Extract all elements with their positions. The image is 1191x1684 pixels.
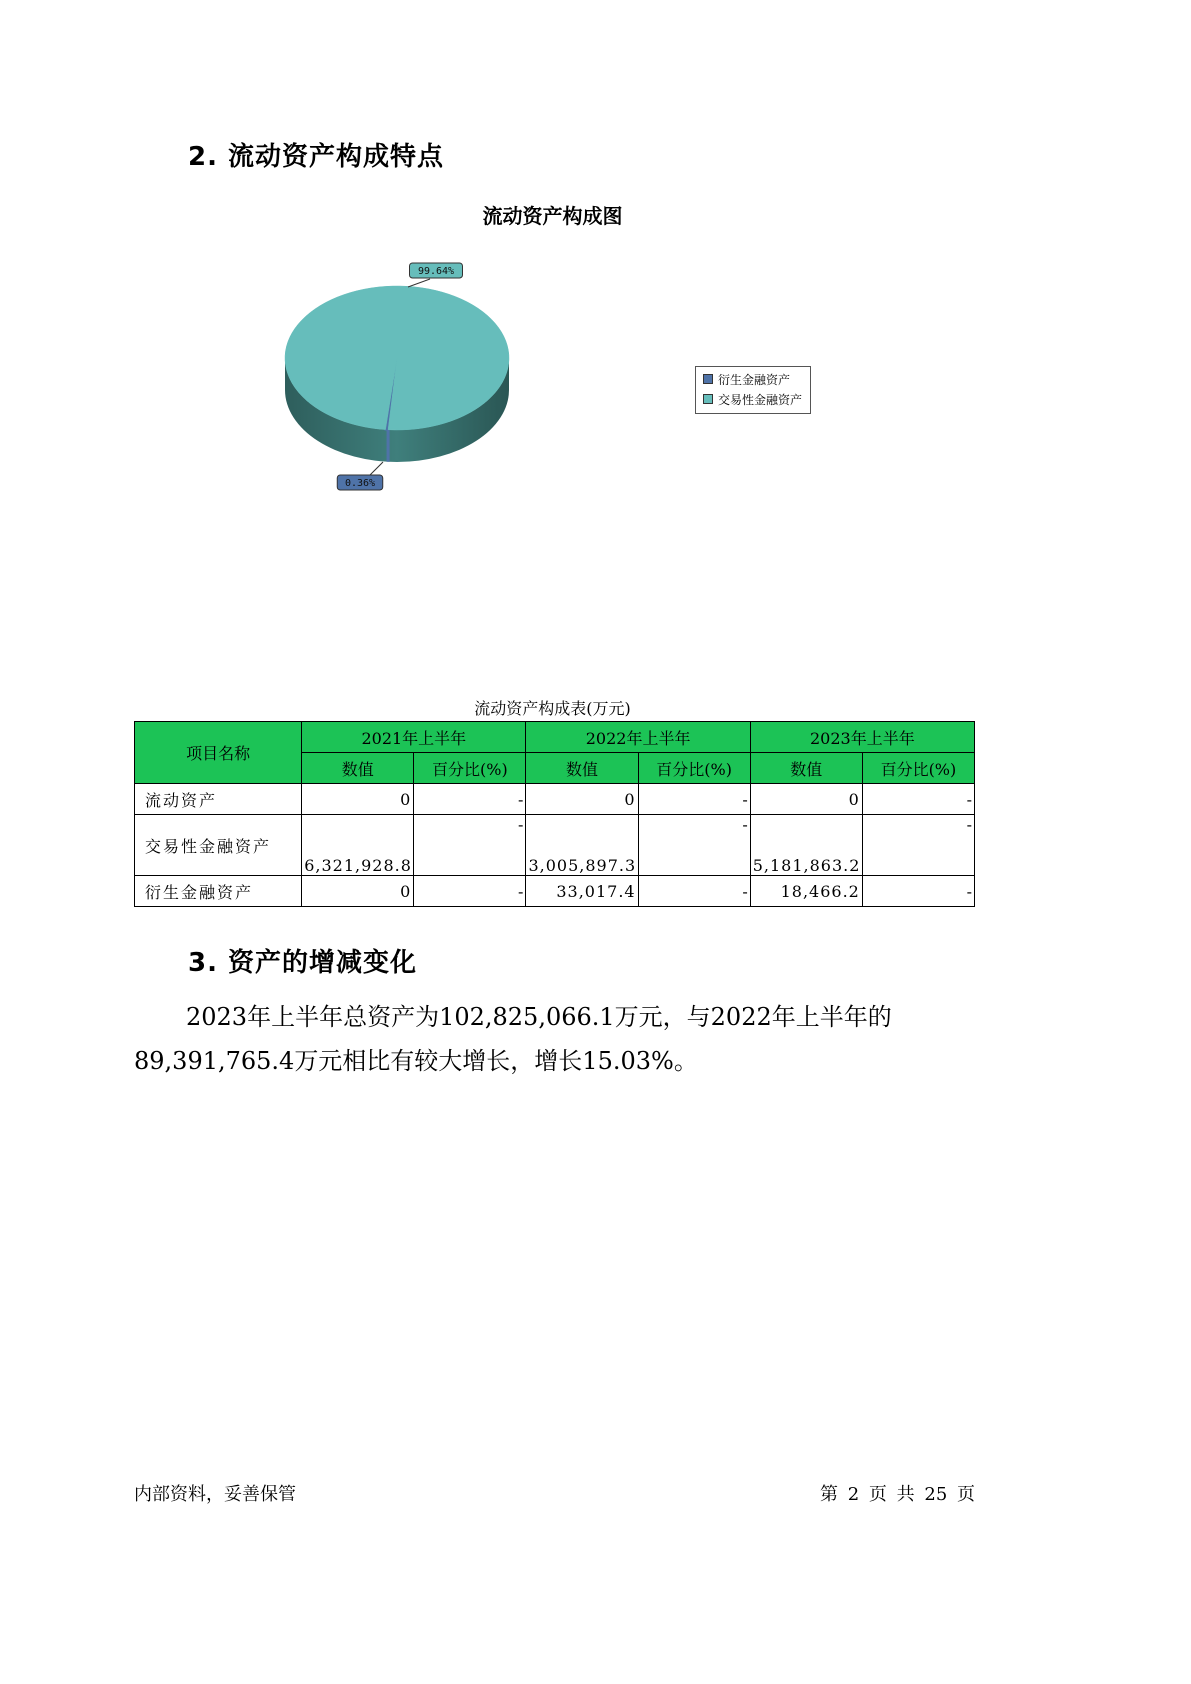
cell-value: 6,321,928.8 (302, 815, 414, 876)
current-assets-table (134, 721, 975, 907)
header-period-2023: 2023年上半年 (750, 722, 974, 753)
header-percent: 百分比(%) (862, 753, 974, 784)
legend-item-trading (703, 391, 810, 407)
legend-swatch-trading (703, 394, 713, 404)
footer-page-number: 第 2 页 共 25 页 (820, 1484, 975, 1505)
header-value: 数值 (750, 753, 862, 784)
header-item-name: 项目名称 (135, 722, 302, 784)
section-heading-current-assets: 2. 流动资产构成特点 (188, 142, 445, 172)
section-heading-asset-change: 3. 资产的增减变化 (188, 948, 418, 978)
cell-value: 5,181,863.2 (750, 815, 862, 876)
header-value: 数值 (302, 753, 414, 784)
cell-percent: - (638, 876, 750, 907)
cell-percent: - (862, 815, 974, 876)
legend-item-derivative (703, 371, 810, 387)
cell-value: 0 (302, 876, 414, 907)
cell-percent: - (638, 815, 750, 876)
cell-percent: - (638, 784, 750, 815)
paragraph-line: 2023年上半年总资产为102,825,066.1万元，与2022年上半年的 (186, 1003, 892, 1031)
cell-value: 33,017.4 (526, 876, 638, 907)
cell-value: 0 (526, 784, 638, 815)
table-row (135, 815, 975, 876)
pie-slice-1 (285, 286, 509, 430)
cell-percent: - (862, 876, 974, 907)
table-caption: 流动资产构成表(万元) (474, 699, 631, 718)
footer-confidential-note: 内部资料，妥善保管 (134, 1484, 296, 1505)
cell-percent: - (862, 784, 974, 815)
legend-label-trading: 交易性金融资产 (718, 392, 803, 407)
chart-title: 流动资产构成图 (482, 204, 623, 228)
cell-value: 18,466.2 (750, 876, 862, 907)
header-period-2022: 2022年上半年 (526, 722, 750, 753)
header-value: 数值 (526, 753, 638, 784)
cell-percent: - (414, 784, 526, 815)
chart-legend (695, 366, 811, 414)
cell-value: 3,005,897.3 (526, 815, 638, 876)
legend-swatch-derivative (703, 374, 713, 384)
row-label: 交易性金融资产 (135, 815, 302, 876)
cell-value: 0 (302, 784, 414, 815)
table-row (135, 784, 975, 815)
data-label-1: 99.64% (417, 266, 455, 277)
paragraph-line: 89,391,765.4万元相比有较大增长，增长15.03%。 (134, 1047, 698, 1075)
header-percent: 百分比(%) (638, 753, 750, 784)
legend-label-derivative: 衍生金融资产 (718, 372, 791, 387)
cell-percent: - (414, 815, 526, 876)
row-label: 衍生金融资产 (135, 876, 302, 907)
cell-percent: - (414, 876, 526, 907)
cell-value: 0 (750, 784, 862, 815)
header-percent: 百分比(%) (414, 753, 526, 784)
body-paragraph (134, 995, 934, 1083)
row-label: 流动资产 (135, 784, 302, 815)
pie-chart (270, 250, 530, 500)
table-row (135, 876, 975, 907)
label-leader-1 (408, 279, 430, 287)
data-label-0: 0.36% (344, 478, 376, 489)
header-period-2021: 2021年上半年 (302, 722, 526, 753)
